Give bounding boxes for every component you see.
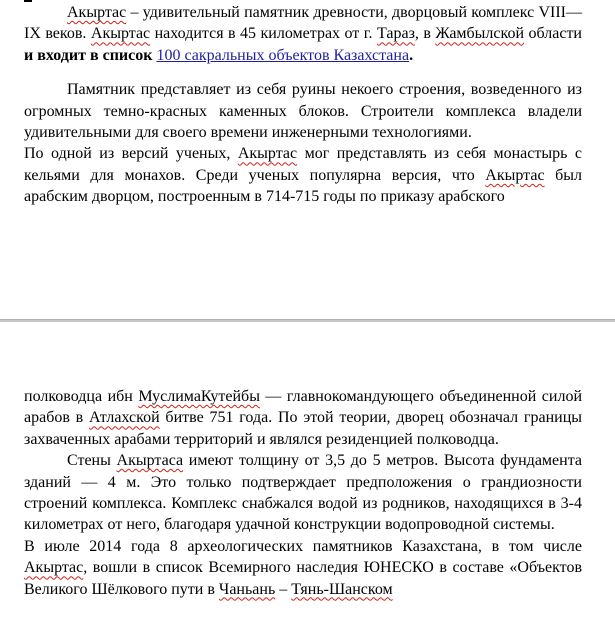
text-run: По одной из версий ученых, [24, 145, 238, 163]
spell-error-word: МуслимаКутейбы [138, 388, 260, 405]
text-run: области [524, 25, 582, 43]
text-run: полководца ибн [24, 388, 139, 405]
spell-error-word: Акыртаса [116, 452, 184, 470]
text-run: Стены [67, 452, 117, 470]
bold-text: и входит в список [24, 46, 153, 64]
text-run: В июле 2014 года 8 археологических памятников Казахстана, в том числе [24, 537, 582, 555]
sacred-objects-link[interactable]: 100 сакральных объектов Казахстана [156, 46, 410, 64]
text-run: . [409, 46, 414, 64]
spell-error-word: Тянь-Шанском [291, 580, 393, 598]
text-run: , вошли в список Всемирного наследия ЮНЕСКО в составе «Объектов Великого Шёлкового пути в [24, 559, 582, 598]
paragraph-description: Памятник представляет из себя руины некоего строения, возведенного из огромных темно-красных каменных блоков. Строители комплекса владели удивительными для своего времени инженерными технологиями. [24, 81, 582, 142]
paragraph-unesco [24, 536, 582, 600]
text-run: , в [414, 25, 436, 43]
text-run: находится в 45 километрах от г. [150, 25, 377, 43]
text-run: битве 751 года. По этой теории, дворец обозначал границы захваченных арабами территорий и являлся резиденцией полководца. [24, 409, 583, 448]
text-run: был арабским дворцом, построенным в 714-715 годы по приказу арабского [24, 166, 583, 206]
text-run: – удивительный памятник древности, дворцовый комплекс VIII—IX веков. [24, 4, 582, 43]
text-run: — главнокомандующего объединенной силой арабов в [24, 388, 583, 427]
paragraph-versions [24, 143, 582, 207]
spell-error-word: Акыртас [237, 145, 298, 163]
paragraph-intro [24, 2, 582, 66]
spell-error-word: Тараз [376, 25, 415, 43]
spell-error-word: Атлахской [89, 409, 160, 427]
text-run: мог представлять из себя монастырь с кельями для монахов. Среди ученых популярна версия, что [24, 145, 582, 184]
paragraph-arab-commander [24, 386, 582, 450]
text-run: имеют толщину от 3,5 до 5 метров. Высота фундамента зданий — 4 м. Это только подтверждает предположения о грандиозности строений комплекса. Комплекс снабжался водой из родников, находящихся в 3-4 километрах от него, благодаря удачной конструкции водопроводной системы. [24, 452, 582, 534]
paragraph-walls [24, 450, 582, 536]
page-2-text [24, 386, 582, 600]
spell-error-word: Акыртас [24, 559, 84, 577]
spell-error-word: Жамбылской [435, 25, 525, 43]
spell-error-word: Акыртас [67, 4, 127, 21]
spell-error-word: Акыртас [90, 25, 151, 43]
spell-error-word: Акыртас [485, 166, 545, 184]
spell-error-word: Чаньань [218, 580, 276, 598]
page-1-text [24, 2, 582, 208]
document-page-2 [0, 322, 615, 628]
text-run: – [275, 580, 292, 598]
